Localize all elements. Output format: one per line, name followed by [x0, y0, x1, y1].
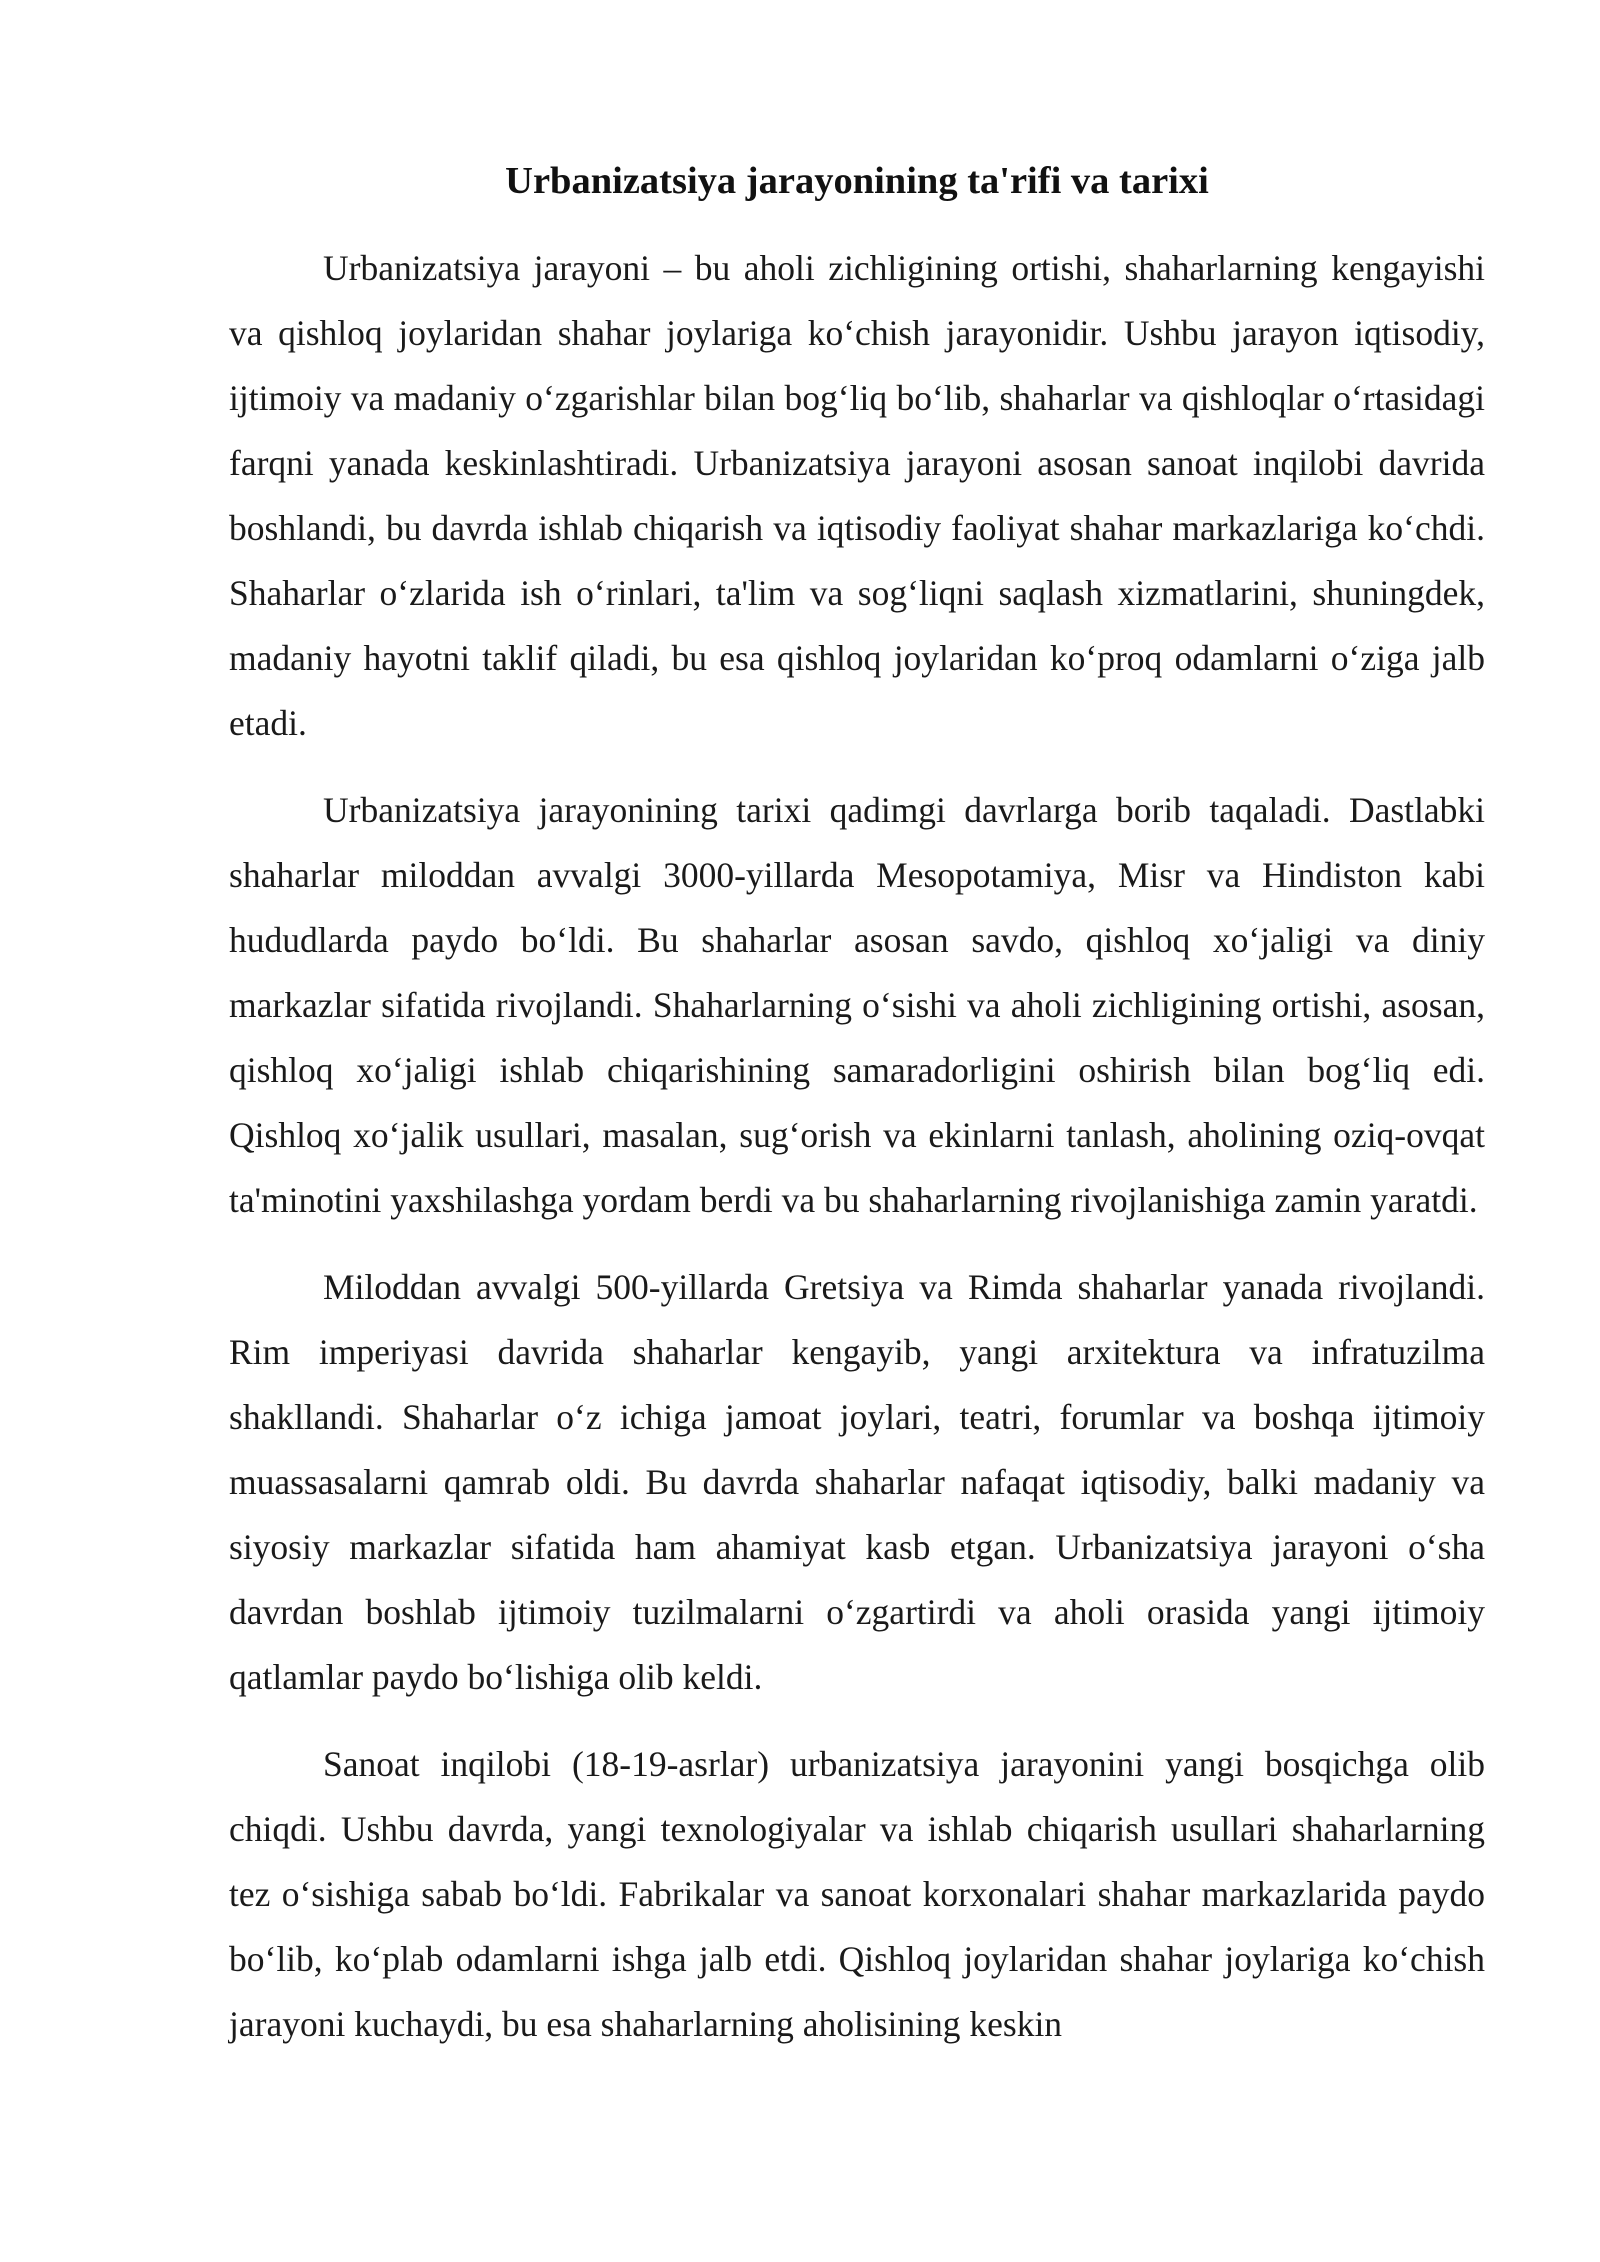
paragraph-greece-rome: Miloddan avvalgi 500-yillarda Gretsiya va Rimda shaharlar yanada rivojlandi. Rim imperiyasi davrida shaharlar kengayib, yangi arxitektura va infratuzilma shakllandi. Shaharlar o‘z ichiga jamoat joylari, teatri, forumlar va boshqa ijtimoiy muassasalarni qamrab oldi. Bu davrda shaharlar nafaqat iqtisodiy, balki madaniy va siyosiy markazlar sifatida ham ahamiyat kasb etgan. Urbanizatsiya jarayoni o‘sha davrdan boshlab ijtimoiy tuzilmalarni o‘zgartirdi va aholi orasida yangi ijtimoiy qatlamlar paydo bo‘lishiga olib keldi. [229, 1267, 1485, 1697]
paragraph-ancient-history: Urbanizatsiya jarayonining tarixi qadimgi davrlarga borib taqaladi. Dastlabki shaharlar miloddan avvalgi 3000-yillarda Mesopotamiya, Misr va Hindiston kabi hududlarda paydo bo‘ldi. Bu shaharlar asosan savdo, qishloq xo‘jaligi va diniy markazlar sifatida rivojlandi. Shaharlarning o‘sishi va aholi zichligining ortishi, asosan, qishloq xo‘jaligi ishlab chiqarishining samaradorligini oshirish bilan bog‘liq edi. Qishloq xo‘jalik usullari, masalan, sug‘orish va ekinlarni tanlash, aholining oziq-ovqat ta'minotini yaxshilashga yordam berdi va bu shaharlarning rivojlanishiga zamin yaratdi. [229, 790, 1485, 1220]
document-title: Urbanizatsiya jarayonining ta'rifi va tarixi [505, 160, 1209, 202]
document-page [229, 148, 1485, 2079]
paragraph-industrial-revolution: Sanoat inqilobi (18-19-asrlar) urbanizatsiya jarayonini yangi bosqichga olib chiqdi. Ushbu davrda, yangi texnologiyalar va ishlab chiqarish usullari shaharlarning tez o‘sishiga sabab bo‘ldi. Fabrikalar va sanoat korxonalari shahar markazlarida paydo bo‘lib, ko‘plab odamlarni ishga jalb etdi. Qishloq joylaridan shahar joylariga ko‘chish jarayoni kuchaydi, bu esa shaharlarning aholisining keskin [229, 1744, 1485, 2044]
paragraph-definition: Urbanizatsiya jarayoni – bu aholi zichligining ortishi, shaharlarning kengayishi va qishloq joylaridan shahar joylariga ko‘chish jarayonidir. Ushbu jarayon iqtisodiy, ijtimoiy va madaniy o‘zgarishlar bilan bog‘liq bo‘lib, shaharlar va qishloqlar o‘rtasidagi farqni yanada keskinlashtiradi. Urbanizatsiya jarayoni asosan sanoat inqilobi davrida boshlandi, bu davrda ishlab chiqarish va iqtisodiy faoliyat shahar markazlariga ko‘chdi. Shaharlar o‘zlarida ish o‘rinlari, ta'lim va sog‘liqni saqlash xizmatlarini, shuningdek, madaniy hayotni taklif qiladi, bu esa qishloq joylaridan ko‘proq odamlarni o‘ziga jalb etadi. [229, 248, 1485, 743]
